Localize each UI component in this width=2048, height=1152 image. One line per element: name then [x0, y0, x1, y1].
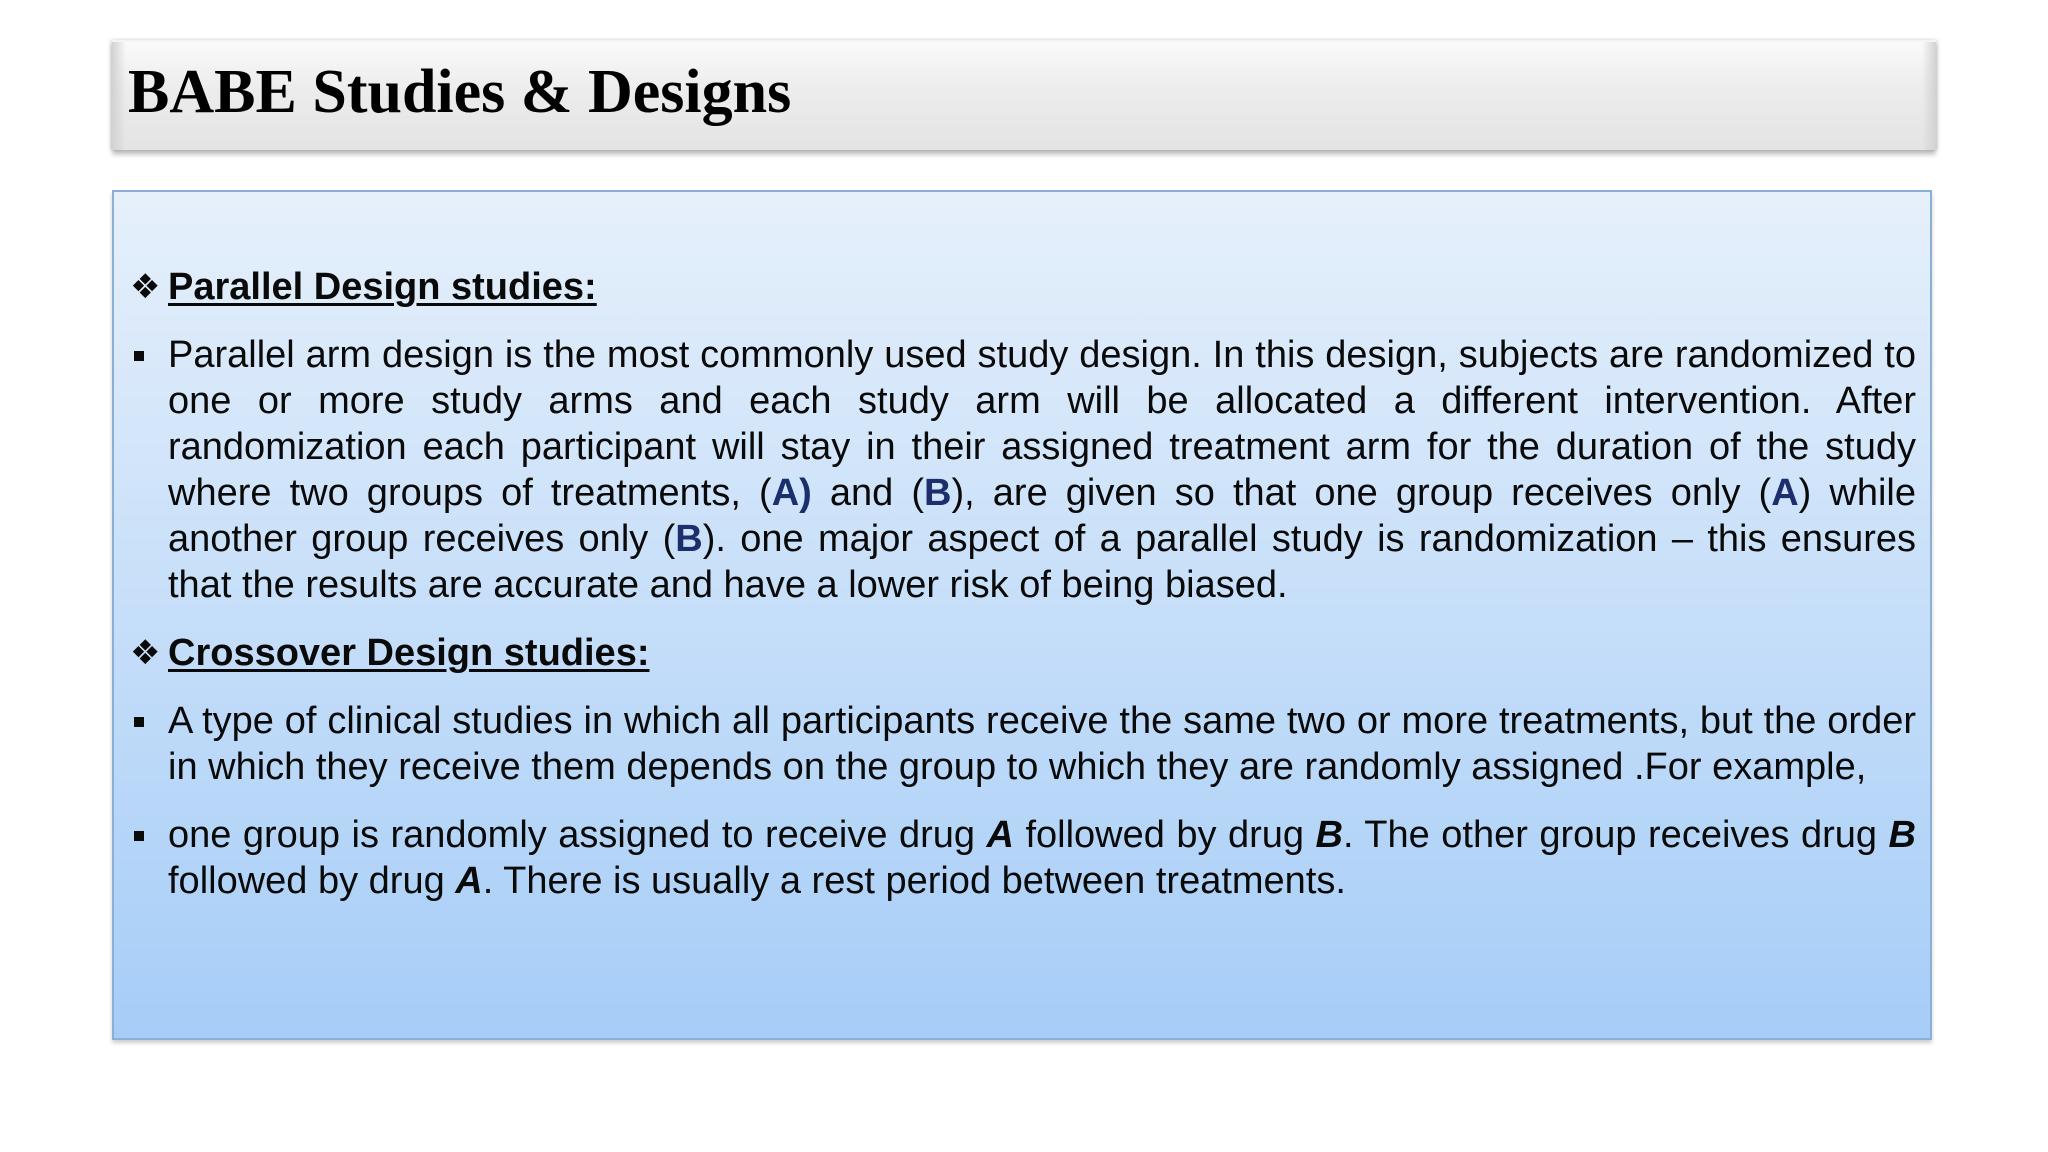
bullet-crossover-description — [130, 698, 1916, 790]
section-heading-parallel — [130, 264, 1916, 310]
drug-label-b: B — [1315, 814, 1343, 856]
drug-label-b: B — [1888, 814, 1916, 856]
bullet-crossover-example — [130, 812, 1916, 904]
text-run: followed by drug — [1013, 814, 1316, 856]
treatment-label-a: A) — [771, 472, 812, 514]
text-run: A type of clinical studies in which all participants receive the same two or more treatments, but the order in which they receive them depends on the group to which they are randomly assigned .For example, — [168, 700, 1916, 788]
diamond-bullet-icon: ❖ — [130, 268, 161, 306]
text-run: ) while another group receives only ( — [168, 472, 1917, 560]
section-heading-crossover — [130, 630, 1916, 676]
text-run: . There is usually a rest period between treatments. — [482, 860, 1346, 902]
title-bar — [112, 40, 1936, 150]
square-bullet-icon — [134, 831, 144, 841]
bullet-parallel-description — [130, 332, 1916, 608]
text-run: and ( — [811, 472, 925, 514]
treatment-label-b: B — [675, 518, 703, 560]
text-run: one group is randomly assigned to receive drug — [168, 814, 987, 856]
text-run: followed by drug — [168, 860, 456, 902]
drug-label-a: A — [455, 860, 483, 902]
treatment-label-a: A — [1771, 472, 1799, 514]
text-run: . The other group receives drug — [1342, 814, 1889, 856]
text-run: ), are given so that one group receives only ( — [951, 472, 1772, 514]
text-run: Parallel arm design is the most commonly used study design. In this design, subjects are randomized to one or more study arms and each study arm will be allocated a different intervention. After randomization each participant will stay in their assigned treatment arm for the duration of the study where two groups of treatments, ( — [168, 334, 1916, 514]
content-body — [130, 264, 1916, 926]
square-bullet-icon — [134, 717, 144, 727]
heading-text: Parallel Design studies: — [168, 266, 597, 308]
square-bullet-icon — [134, 351, 144, 361]
treatment-label-b: B — [924, 472, 952, 514]
heading-text: Crossover Design studies: — [168, 632, 650, 674]
drug-label-a: A — [986, 814, 1014, 856]
content-box — [112, 190, 1932, 1040]
slide-title: BABE Studies & Designs — [128, 58, 792, 126]
diamond-bullet-icon: ❖ — [130, 634, 161, 672]
text-run: ). one major aspect of a parallel study is randomization – this ensures that the results are accurate and have a lower risk of being biased. — [168, 518, 1916, 606]
